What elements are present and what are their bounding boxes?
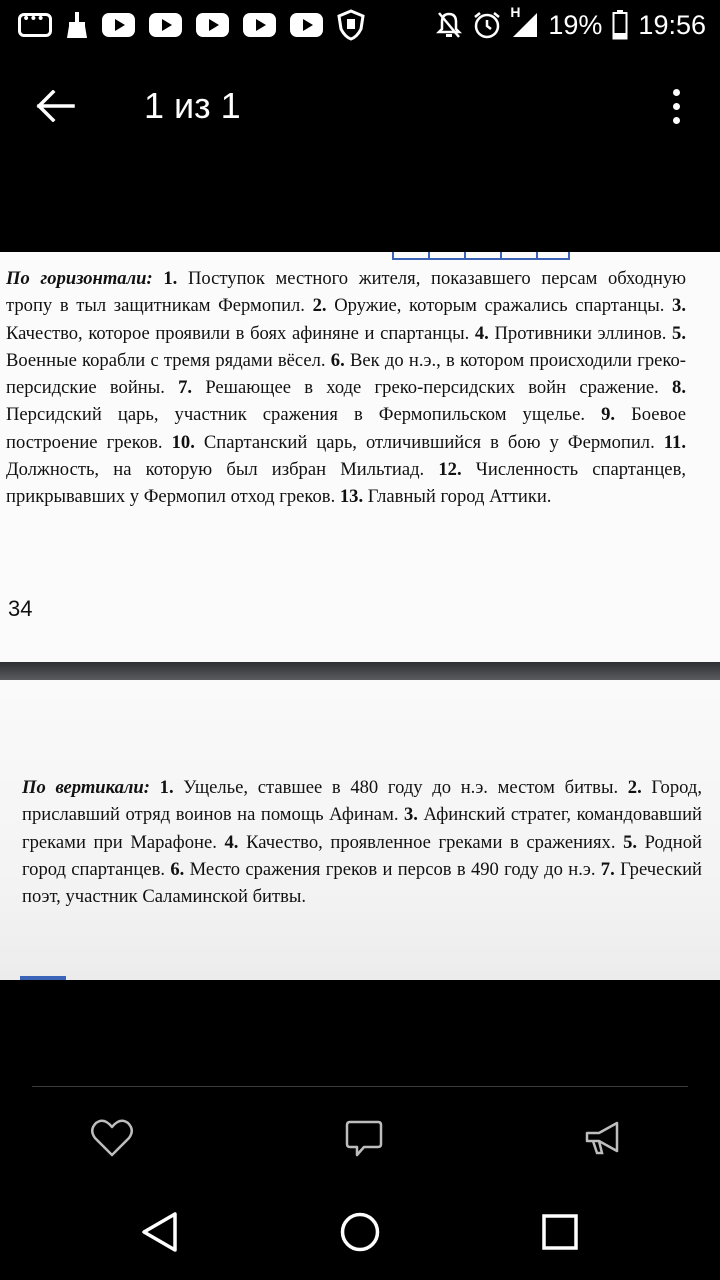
clue-text: Военные корабли с тремя рядами вёсел.: [6, 349, 326, 371]
battery-percent: 19%: [548, 9, 603, 40]
clue-number: 6.: [325, 349, 350, 371]
youtube-icon: [243, 13, 276, 37]
signal-icon: [510, 4, 538, 38]
divider: [32, 1086, 688, 1087]
clue-number: 3.: [664, 295, 686, 317]
clue-number: 10.: [162, 431, 204, 453]
youtube-icon: [149, 13, 182, 37]
like-button[interactable]: [84, 1110, 140, 1166]
clue-text: Решающее в ходе греко-персидских войн сражение.: [205, 377, 659, 399]
page-bottom: [0, 680, 720, 980]
clue-text: Противники эллинов.: [494, 322, 667, 344]
nav-recents-button[interactable]: [530, 1202, 590, 1262]
nav-back-button[interactable]: [130, 1202, 190, 1262]
clue-text: Поступок местного жителя, показавшего персам обходную тропу в тыл защитникам Фермопил.: [6, 268, 687, 317]
broom-icon: [66, 11, 88, 39]
battery-icon: [612, 10, 628, 40]
clue-number: 9.: [585, 404, 632, 426]
clue-text: Век до н.э., в котором происходили греко-персидские войны.: [6, 349, 686, 399]
clue-number: 1.: [159, 777, 184, 798]
back-button[interactable]: [16, 66, 96, 146]
app-bar: [0, 50, 720, 162]
clue-text: Оружие, которым сражались спартанцы.: [334, 295, 665, 317]
circle-home-icon: [339, 1211, 381, 1253]
clue-text: Родной город спартанцев.: [22, 831, 702, 880]
clue-number: 12.: [424, 459, 476, 481]
clue-number: 3.: [398, 804, 424, 826]
clue-text: Персидский царь, участник сражения в Фермопильском ущелье.: [6, 404, 586, 426]
grid-edge-fragment: [20, 976, 66, 980]
clue-text: Качество, проявленное греками в сражениях.: [246, 831, 616, 853]
navigation-bar: [0, 1180, 720, 1280]
network-type: H: [510, 4, 521, 20]
clue-number: 13.: [335, 486, 368, 508]
youtube-icon: [102, 13, 135, 37]
alarm-icon: [472, 10, 502, 40]
notifications-off-icon: [436, 11, 462, 39]
clue-number: 2.: [618, 777, 652, 798]
page-number: 34: [8, 596, 33, 621]
clue-number: 7.: [595, 858, 621, 880]
crossword-grid-fragment: [392, 252, 570, 260]
clue-text: Боевое построение греков.: [6, 404, 686, 453]
arrow-back-icon: [36, 90, 76, 122]
megaphone-icon: [583, 1118, 625, 1158]
clue-text: Главный город Аттики.: [367, 486, 552, 508]
clue-number: 5.: [666, 322, 687, 344]
clue-text: Качество, которое проявили в боях афиняне и спартанцы.: [6, 322, 470, 344]
clue-number: 4.: [216, 831, 247, 853]
clue-number: 2.: [304, 295, 335, 317]
square-recents-icon: [541, 1213, 579, 1251]
clue-number: 1.: [163, 268, 188, 289]
horizontal-clue-list: [6, 268, 686, 507]
action-bar: [0, 1100, 720, 1180]
horizontal-label: По горизонтали:: [6, 268, 153, 289]
clue-text: Ущелье, ставшее в 480 году до н.э. местом битвы.: [183, 777, 619, 798]
messages-icon: [18, 13, 52, 37]
clue-text: Город, приславший отряд воинов на помощь Афинам.: [22, 777, 702, 826]
page-counter-title: 1 из 1: [144, 85, 241, 126]
page-top: [0, 252, 720, 662]
shield-hand-icon: [337, 9, 365, 41]
clue-text: Должность, на которую был избран Мильтиад.: [6, 459, 425, 481]
horizontal-clues: [6, 265, 686, 511]
heart-icon: [90, 1118, 134, 1158]
dot: [673, 89, 680, 96]
clue-text: Спартанский царь, отличившийся в бою у Фермопил.: [203, 431, 655, 453]
document-image[interactable]: [0, 252, 720, 980]
more-options-button[interactable]: [656, 76, 696, 136]
clock: 19:56: [638, 9, 706, 40]
clue-number: 11.: [654, 431, 686, 453]
clue-number: 4.: [469, 322, 495, 344]
dot: [673, 117, 680, 124]
vertical-clues: [22, 774, 702, 910]
clue-number: 7.: [164, 377, 206, 399]
clue-text: Место сражения греков и персов в 490 году до н.э.: [189, 858, 596, 880]
nav-home-button[interactable]: [330, 1202, 390, 1262]
report-button[interactable]: [576, 1110, 632, 1166]
comment-icon: [344, 1118, 384, 1158]
clue-text: Афинский стратег, командовавший греками при Марафоне.: [22, 804, 702, 853]
triangle-back-icon: [140, 1211, 180, 1253]
comment-button[interactable]: [336, 1110, 392, 1166]
status-bar: [0, 0, 720, 50]
clue-number: 6.: [165, 858, 190, 880]
clue-number: 8.: [658, 377, 686, 399]
youtube-icon: [290, 13, 323, 37]
vertical-label: По вертикали:: [22, 777, 150, 798]
page-separator: [0, 662, 720, 680]
youtube-icon: [196, 13, 229, 37]
clue-text: Численность спартанцев, прикрывавших у Фермопил отход греков.: [6, 459, 686, 508]
dot: [673, 103, 680, 110]
clue-number: 5.: [615, 831, 645, 853]
clue-text: Греческий поэт, участник Саламинской битвы.: [22, 858, 702, 908]
